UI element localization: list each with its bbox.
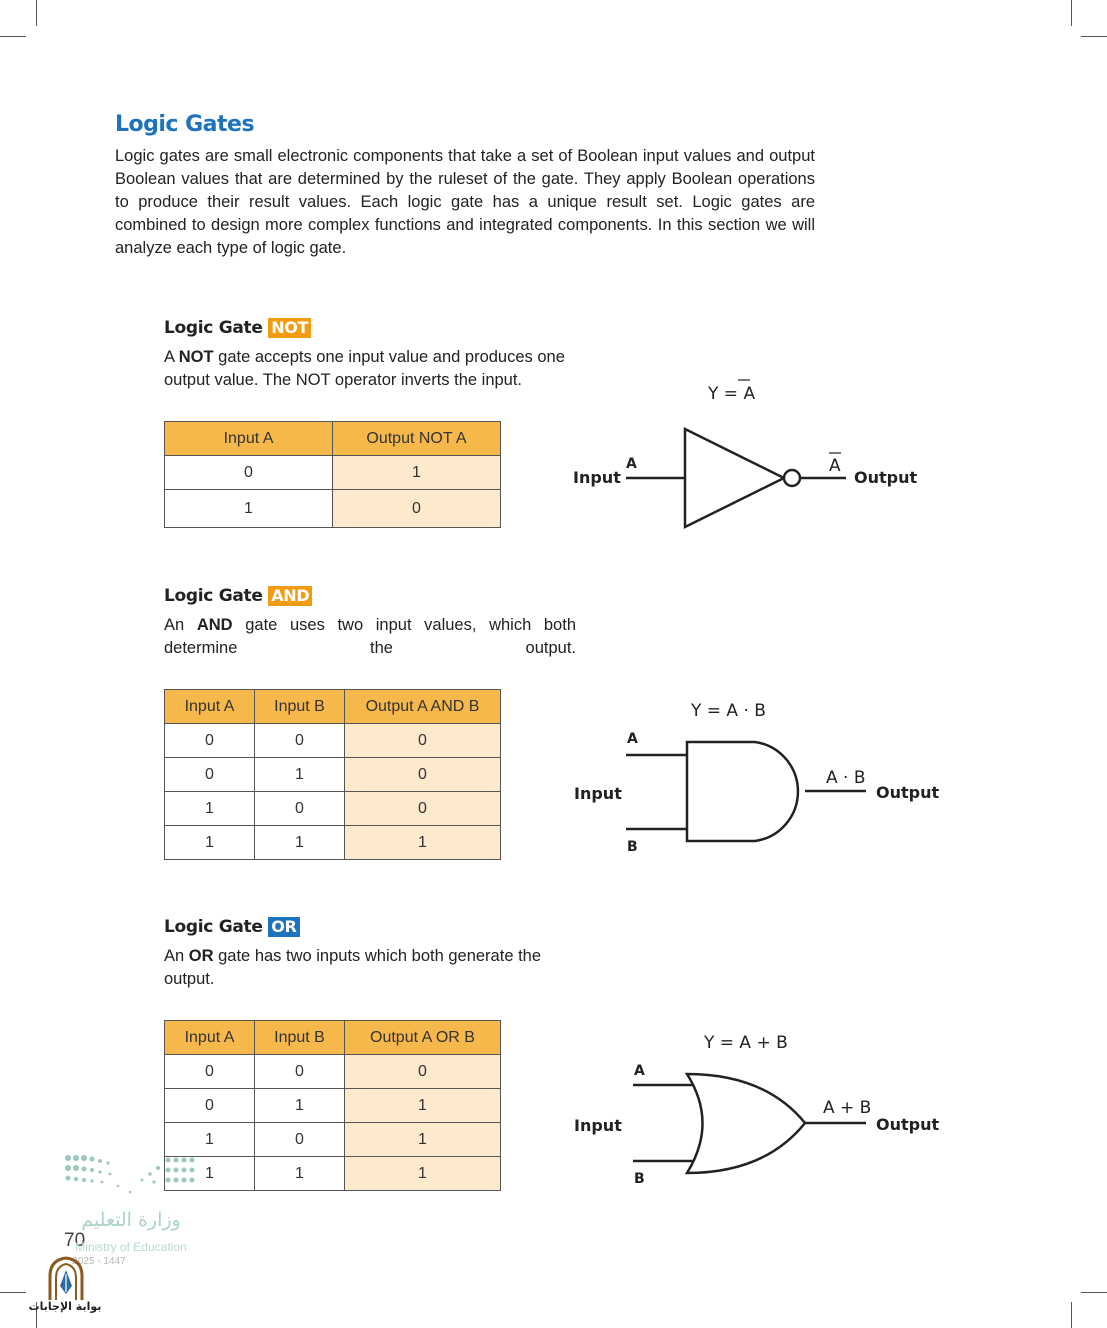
or-heading-prefix: Logic Gate	[164, 917, 263, 937]
table-header: Input B	[255, 690, 345, 724]
table-cell: 0	[255, 792, 345, 826]
ministry-logo-dots	[62, 1152, 202, 1196]
table-cell: 0	[255, 1123, 345, 1157]
table-cell: 0	[345, 792, 501, 826]
answers-portal-logo	[44, 1256, 88, 1302]
ministry-name-arabic: وزارة التعليم	[81, 1209, 181, 1231]
table-cell: 0	[165, 758, 255, 792]
table-cell: 0	[165, 1089, 255, 1123]
table-cell: 1	[345, 826, 501, 860]
table-header: Output A AND B	[345, 690, 501, 724]
not-formula: Y = A	[708, 384, 756, 404]
or-desc-post: gate has two inputs which both generate the output.	[164, 947, 542, 988]
not-input-label: Input	[573, 468, 621, 487]
or-pin-a: A	[634, 1063, 645, 1079]
table-header: Input B	[255, 1021, 345, 1055]
page-title: Logic Gates	[115, 112, 255, 137]
table-cell: 1	[255, 758, 345, 792]
not-desc-bold: NOT	[178, 348, 214, 366]
table-cell: 0	[165, 456, 333, 490]
intro-paragraph: Logic gates are small electronic components that take a set of Boolean input values and output Boolean values that are determined by the ruleset of the gate. They apply Boolean operations to produce their result values. Each logic gate has a unique result set. Logic gates are combined to design more complex functions and integrated components. In this section we will analyze each type of logic gate.	[115, 147, 815, 257]
or-heading	[164, 917, 300, 937]
crop-mark	[1071, 0, 1072, 26]
or-output-expr: A + B	[823, 1098, 872, 1118]
crop-mark	[0, 1292, 26, 1293]
table-cell: 1	[165, 1157, 255, 1191]
table-cell: 1	[255, 826, 345, 860]
not-output-var: A	[829, 456, 841, 476]
table-cell: 1	[165, 490, 333, 528]
crop-mark	[1081, 1292, 1107, 1293]
and-pin-b: B	[627, 839, 638, 855]
table-row	[165, 758, 501, 792]
and-pin-a: A	[627, 731, 638, 747]
table-cell: 0	[345, 758, 501, 792]
table-cell: 0	[255, 724, 345, 758]
and-heading	[164, 586, 312, 606]
or-desc-pre: An	[164, 947, 185, 965]
and-desc-pre: An	[164, 616, 185, 634]
and-output-label: Output	[876, 783, 940, 802]
table-cell: 1	[165, 1123, 255, 1157]
table-cell: 0	[345, 724, 501, 758]
or-description	[164, 945, 576, 991]
crop-mark	[1081, 36, 1107, 37]
table-row	[165, 1123, 501, 1157]
not-gate-tag: NOT	[268, 318, 311, 338]
and-formula: Y = A · B	[691, 701, 766, 721]
table-cell: 0	[255, 1055, 345, 1089]
table-cell: 0	[345, 1055, 501, 1089]
table-cell: 1	[165, 792, 255, 826]
and-output-expr: A · B	[826, 768, 866, 788]
not-truth-table	[164, 421, 501, 528]
table-header: Input A	[165, 690, 255, 724]
table-cell: 0	[165, 1055, 255, 1089]
table-row	[165, 826, 501, 860]
and-heading-prefix: Logic Gate	[164, 586, 263, 606]
and-desc-post: gate uses two input values, which both determine the output.	[164, 616, 576, 657]
table-header: Output NOT A	[333, 422, 501, 456]
table-cell: 1	[345, 1123, 501, 1157]
or-gate-body	[687, 1074, 805, 1173]
table-cell: 1	[333, 456, 501, 490]
not-heading-prefix: Logic Gate	[164, 318, 263, 338]
table-row	[165, 456, 501, 490]
or-formula: Y = A + B	[704, 1033, 788, 1053]
and-truth-table	[164, 689, 501, 860]
not-output-label: Output	[854, 468, 918, 487]
table-row	[165, 792, 501, 826]
or-gate-tag: OR	[268, 917, 299, 937]
table-cell: 1	[165, 826, 255, 860]
answers-portal-text: بوابة الإجابات	[28, 1300, 102, 1313]
not-description	[164, 346, 576, 392]
crop-mark	[1071, 1302, 1072, 1328]
and-gate-tag: AND	[268, 586, 312, 606]
or-pin-b: B	[634, 1171, 645, 1187]
not-gate-triangle	[685, 429, 784, 527]
not-gate-diagram	[560, 370, 960, 540]
table-cell: 1	[345, 1157, 501, 1191]
or-gate-diagram	[560, 1022, 960, 1202]
not-heading	[164, 318, 311, 338]
table-row	[165, 1157, 501, 1191]
year-label: 2025 - 1447	[72, 1256, 126, 1267]
not-desc-post: gate accepts one input value and produces one output value. The NOT operator inverts the input.	[164, 348, 565, 389]
and-desc-bold: AND	[196, 616, 233, 634]
table-cell: 1	[255, 1089, 345, 1123]
and-gate-diagram	[560, 690, 960, 870]
table-cell: 1	[255, 1157, 345, 1191]
not-inversion-bubble	[784, 470, 800, 486]
table-row	[165, 1055, 501, 1089]
or-output-label: Output	[876, 1115, 940, 1134]
not-pin-a: A	[626, 456, 637, 472]
or-desc-bold: OR	[188, 947, 214, 965]
crop-mark	[36, 0, 37, 26]
table-cell: 0	[333, 490, 501, 528]
ministry-name-english: Ministry of Education	[75, 1240, 187, 1254]
table-cell: 1	[345, 1089, 501, 1123]
table-cell: 0	[165, 724, 255, 758]
crop-mark	[0, 36, 26, 37]
table-row	[165, 724, 501, 758]
table-header: Output A OR B	[345, 1021, 501, 1055]
and-input-label: Input	[574, 784, 622, 803]
or-input-label: Input	[574, 1116, 622, 1135]
and-description	[164, 614, 576, 660]
or-truth-table	[164, 1020, 501, 1191]
table-row	[165, 1089, 501, 1123]
not-desc-pre: A	[164, 348, 175, 366]
table-header: Input A	[165, 422, 333, 456]
table-header: Input A	[165, 1021, 255, 1055]
page-number: 70	[64, 1230, 86, 1251]
and-gate-body	[687, 742, 798, 841]
table-row	[165, 490, 501, 528]
